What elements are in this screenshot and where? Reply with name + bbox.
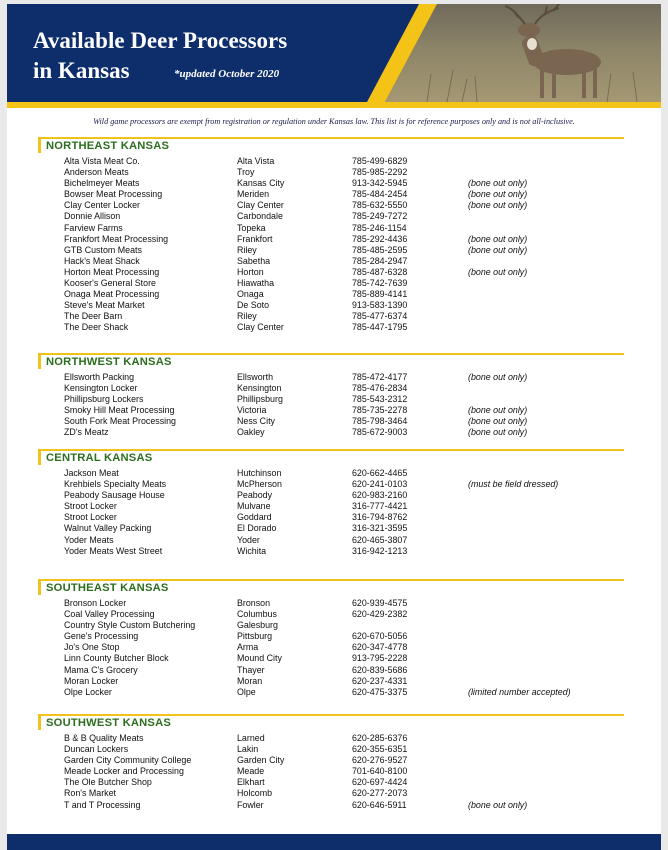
processor-city: Mound City xyxy=(237,653,282,664)
processor-phone: 785-985-2292 xyxy=(352,167,408,178)
processor-row xyxy=(38,598,624,609)
processor-row xyxy=(38,788,624,799)
processor-city: Riley xyxy=(237,311,257,322)
gold-divider xyxy=(7,102,661,108)
processor-row xyxy=(38,620,624,631)
processor-city: Thayer xyxy=(237,664,265,675)
region-section xyxy=(38,714,624,811)
processor-list xyxy=(38,733,624,811)
processor-row xyxy=(38,372,624,383)
processor-name: Yoder Meats xyxy=(64,534,114,545)
processor-name: Farview Farms xyxy=(64,222,123,233)
processor-row xyxy=(38,744,624,755)
processor-name: ZD's Meatz xyxy=(64,427,109,438)
processor-city: Sabetha xyxy=(237,255,271,266)
processor-city: Holcomb xyxy=(237,788,273,799)
processor-phone: 785-447-1795 xyxy=(352,322,408,333)
processor-phone: 785-477-6374 xyxy=(352,311,408,322)
processor-name: Coal Valley Processing xyxy=(64,609,155,620)
processor-row xyxy=(38,653,624,664)
region-title: SOUTHEAST KANSAS xyxy=(46,582,169,594)
processor-row xyxy=(38,416,624,427)
processor-phone: 316-777-4421 xyxy=(352,501,408,512)
processor-phone: 785-292-4436 xyxy=(352,233,408,244)
processor-name: The Ole Butcher Shop xyxy=(64,777,152,788)
processor-name: South Fork Meat Processing xyxy=(64,416,176,427)
region-header xyxy=(38,137,624,153)
region-title: CENTRAL KANSAS xyxy=(46,452,153,464)
processor-name: Bowser Meat Processing xyxy=(64,189,163,200)
processor-phone: 701-640-8100 xyxy=(352,766,408,777)
processor-name: Country Style Custom Butchering xyxy=(64,620,196,631)
processor-city: Onaga xyxy=(237,289,264,300)
processor-row xyxy=(38,766,624,777)
processor-city: Moran xyxy=(237,675,263,686)
processor-note: (bone out only) xyxy=(468,200,528,211)
processor-note: (bone out only) xyxy=(468,427,528,438)
processor-city: McPherson xyxy=(237,479,282,490)
processor-phone: 620-285-6376 xyxy=(352,733,408,743)
processor-phone: 620-697-4424 xyxy=(352,777,408,788)
processor-city: Wichita xyxy=(237,545,267,556)
processor-row xyxy=(38,535,624,546)
processor-name: Olpe Locker xyxy=(64,686,112,697)
header-accent xyxy=(38,714,41,730)
processor-row xyxy=(38,501,624,512)
processor-row xyxy=(38,755,624,766)
processor-phone: 913-583-1390 xyxy=(352,300,408,311)
processor-city: Topeka xyxy=(237,222,266,233)
processor-phone: 620-646-5911 xyxy=(352,799,407,810)
header-accent xyxy=(38,579,41,595)
processor-name: Moran Locker xyxy=(64,675,119,686)
processor-name: Bronson Locker xyxy=(64,598,127,608)
processor-name: Horton Meat Processing xyxy=(64,266,160,277)
processor-name: Peabody Sausage House xyxy=(64,490,165,501)
processor-name: Stroot Locker xyxy=(64,512,117,523)
processor-list xyxy=(38,598,624,698)
processor-name: Jo's One Stop xyxy=(64,642,120,653)
processor-name: Clay Center Locker xyxy=(64,200,140,211)
region-header xyxy=(38,714,624,730)
processor-phone: 620-939-4575 xyxy=(352,598,408,608)
processor-city: Hutchinson xyxy=(237,468,282,478)
processor-phone: 620-241-0103 xyxy=(352,479,408,490)
processor-phone: 620-983-2160 xyxy=(352,490,408,501)
processor-phone: 785-284-2947 xyxy=(352,255,408,266)
processor-city: Kansas City xyxy=(237,178,285,189)
processor-row xyxy=(38,383,624,394)
region-header xyxy=(38,449,624,465)
processor-city: Kensington xyxy=(237,383,282,394)
processor-row xyxy=(38,523,624,534)
processor-city: Clay Center xyxy=(237,200,284,211)
processor-city: Garden City xyxy=(237,755,285,766)
processor-phone: 620-475-3375 xyxy=(352,686,408,697)
processor-phone: 785-476-2834 xyxy=(352,383,408,394)
processor-row xyxy=(38,665,624,676)
processor-city: Ness City xyxy=(237,416,275,427)
processor-city: Yoder xyxy=(237,534,260,545)
processor-city: Mulvane xyxy=(237,501,271,512)
processor-row xyxy=(38,223,624,234)
processor-row xyxy=(38,687,624,698)
footer-bar xyxy=(7,834,661,850)
processor-row xyxy=(38,394,624,405)
processor-city: Olpe xyxy=(237,686,256,697)
processor-city: De Soto xyxy=(237,300,270,311)
processor-note: (bone out only) xyxy=(468,233,528,244)
processor-row xyxy=(38,490,624,501)
processor-name: Duncan Lockers xyxy=(64,744,129,755)
processor-city: Alta Vista xyxy=(237,156,275,166)
processor-row xyxy=(38,234,624,245)
region-title: SOUTHWEST KANSAS xyxy=(46,717,172,729)
disclaimer-text: Wild game processors are exempt from registration or regulation under Kansas law. This list is for reference purposes only and is not all-inclusive. xyxy=(93,117,575,126)
processor-row xyxy=(38,322,624,333)
processor-name: The Deer Barn xyxy=(64,311,123,322)
title-line-2: in Kansas xyxy=(33,58,130,83)
processor-phone: 620-355-6351 xyxy=(352,744,408,755)
processor-row xyxy=(38,267,624,278)
processor-phone: 620-465-3807 xyxy=(352,534,408,545)
region-header xyxy=(38,579,624,595)
processor-city: Horton xyxy=(237,266,264,277)
processor-row xyxy=(38,777,624,788)
processor-note: (bone out only) xyxy=(468,244,528,255)
processor-name: The Deer Shack xyxy=(64,322,129,333)
processor-name: Ellsworth Packing xyxy=(64,372,135,382)
processor-name: Walnut Valley Packing xyxy=(64,523,152,534)
processor-phone: 785-485-2595 xyxy=(352,244,408,255)
processor-note: (must be field dressed) xyxy=(468,479,559,490)
processor-row xyxy=(38,609,624,620)
processor-phone: 620-839-5686 xyxy=(352,664,408,675)
processor-city: Troy xyxy=(237,167,255,178)
processor-row xyxy=(38,178,624,189)
processor-phone: 316-794-8762 xyxy=(352,512,408,523)
processor-city: Fowler xyxy=(237,799,264,810)
processor-name: Ron's Market xyxy=(64,788,117,799)
region-title: NORTHEAST KANSAS xyxy=(46,140,170,152)
processor-phone: 785-889-4141 xyxy=(352,289,408,300)
region-section xyxy=(38,449,624,557)
processor-city: Oakley xyxy=(237,427,265,438)
document-page xyxy=(7,4,661,850)
processor-name: Linn County Butcher Block xyxy=(64,653,169,664)
processor-name: Krehbiels Specialty Meats xyxy=(64,479,167,490)
processor-name: Hack's Meat Shack xyxy=(64,255,140,266)
processor-city: Riley xyxy=(237,244,257,255)
processor-row xyxy=(38,468,624,479)
processor-row xyxy=(38,167,624,178)
region-section xyxy=(38,353,624,439)
processor-row xyxy=(38,245,624,256)
processor-row xyxy=(38,512,624,523)
processor-name: Donnie Allison xyxy=(64,211,121,222)
processor-city: Hiawatha xyxy=(237,278,274,289)
processor-phone: 785-742-7639 xyxy=(352,278,408,289)
processor-name: Yoder Meats West Street xyxy=(64,545,163,556)
processor-name: GTB Custom Meats xyxy=(64,244,142,255)
processor-row xyxy=(38,733,624,744)
processor-name: Gene's Processing xyxy=(64,631,139,642)
processor-row xyxy=(38,200,624,211)
processor-row xyxy=(38,211,624,222)
processor-name: Smoky Hill Meat Processing xyxy=(64,405,175,416)
updated-note: *updated October 2020 xyxy=(174,68,280,80)
processor-note: (bone out only) xyxy=(468,189,528,200)
processor-city: Meriden xyxy=(237,189,270,200)
processor-row xyxy=(38,278,624,289)
processor-city: Clay Center xyxy=(237,322,284,333)
processor-name: Alta Vista Meat Co. xyxy=(64,156,140,166)
processor-phone: 620-277-2073 xyxy=(352,788,408,799)
processor-note: (bone out only) xyxy=(468,405,528,416)
processor-note: (bone out only) xyxy=(468,799,528,810)
processor-name: Kensington Locker xyxy=(64,383,138,394)
region-header xyxy=(38,353,624,369)
processor-row xyxy=(38,311,624,322)
processor-phone: 620-429-2382 xyxy=(352,609,408,620)
header-accent xyxy=(38,449,41,465)
processor-row xyxy=(38,800,624,811)
processor-name: Steve's Meat Market xyxy=(64,300,145,311)
processor-city: Phillipsburg xyxy=(237,394,283,405)
processor-phone: 620-237-4331 xyxy=(352,675,408,686)
processor-city: Galesburg xyxy=(237,620,278,631)
processor-note: (bone out only) xyxy=(468,416,528,427)
processor-row xyxy=(38,405,624,416)
processor-row xyxy=(38,256,624,267)
processor-name: Garden City Community College xyxy=(64,755,192,766)
processor-row xyxy=(38,479,624,490)
processor-row xyxy=(38,642,624,653)
processor-list xyxy=(38,156,624,334)
processor-phone: 785-632-5550 xyxy=(352,200,408,211)
processor-name: Bichelmeyer Meats xyxy=(64,178,140,189)
processor-row xyxy=(38,300,624,311)
processor-phone: 785-484-2454 xyxy=(352,189,408,200)
processor-name: B & B Quality Meats xyxy=(64,733,144,743)
processor-row xyxy=(38,676,624,687)
processor-phone: 785-543-2312 xyxy=(352,394,408,405)
processor-phone: 785-249-7272 xyxy=(352,211,408,222)
processor-city: Pittsburg xyxy=(237,631,273,642)
processor-phone: 913-342-5945 xyxy=(352,178,408,189)
processor-row xyxy=(38,427,624,438)
processor-phone: 785-246-1154 xyxy=(352,222,407,233)
processor-city: Ellsworth xyxy=(237,372,274,382)
processor-list xyxy=(38,468,624,557)
processor-city: Goddard xyxy=(237,512,272,523)
region-section xyxy=(38,137,624,334)
processor-phone: 316-942-1213 xyxy=(352,545,408,556)
processor-city: Peabody xyxy=(237,490,273,501)
processor-phone: 785-472-4177 xyxy=(352,372,408,382)
processor-phone: 785-487-6328 xyxy=(352,266,408,277)
processor-note: (bone out only) xyxy=(468,372,528,382)
processor-city: Bronson xyxy=(237,598,271,608)
processor-city: El Dorado xyxy=(237,523,277,534)
title-line-1: Available Deer Processors xyxy=(33,28,288,53)
processor-name: T and T Processing xyxy=(64,799,141,810)
processor-city: Larned xyxy=(237,733,265,743)
processor-name: Onaga Meat Processing xyxy=(64,289,160,300)
header-accent xyxy=(38,137,41,153)
processor-phone: 620-276-9527 xyxy=(352,755,408,766)
processor-name: Meade Locker and Processing xyxy=(64,766,184,777)
processor-phone: 785-798-3464 xyxy=(352,416,408,427)
processor-row xyxy=(38,631,624,642)
processor-name: Anderson Meats xyxy=(64,167,129,178)
processor-phone: 785-499-6829 xyxy=(352,156,408,166)
processor-name: Frankfort Meat Processing xyxy=(64,233,169,244)
processor-note: (bone out only) xyxy=(468,266,528,277)
processor-city: Victoria xyxy=(237,405,267,416)
processor-city: Arma xyxy=(237,642,259,653)
header-accent xyxy=(38,353,41,369)
processor-phone: 620-670-5056 xyxy=(352,631,408,642)
processor-name: Stroot Locker xyxy=(64,501,117,512)
processor-phone: 620-347-4778 xyxy=(352,642,408,653)
region-title: NORTHWEST KANSAS xyxy=(46,356,172,368)
region-section xyxy=(38,579,624,698)
header-banner xyxy=(7,4,661,102)
processor-note: (bone out only) xyxy=(468,178,528,189)
processor-note: (limited number accepted) xyxy=(468,686,571,697)
processor-phone: 316-321-3595 xyxy=(352,523,408,534)
processor-name: Jackson Meat xyxy=(64,468,119,478)
processor-phone: 785-735-2278 xyxy=(352,405,408,416)
processor-phone: 913-795-2228 xyxy=(352,653,408,664)
processor-row xyxy=(38,189,624,200)
processor-phone: 785-672-9003 xyxy=(352,427,408,438)
processor-city: Meade xyxy=(237,766,265,777)
processor-city: Carbondale xyxy=(237,211,283,222)
processor-phone: 620-662-4465 xyxy=(352,468,408,478)
processor-name: Kooser's General Store xyxy=(64,278,156,289)
processor-name: Mama C's Grocery xyxy=(64,664,138,675)
processor-city: Elkhart xyxy=(237,777,265,788)
processor-row xyxy=(38,289,624,300)
processor-row xyxy=(38,546,624,557)
processor-city: Columbus xyxy=(237,609,277,620)
processor-row xyxy=(38,156,624,167)
processor-name: Phillipsburg Lockers xyxy=(64,394,144,405)
processor-list xyxy=(38,372,624,439)
processor-city: Frankfort xyxy=(237,233,273,244)
processor-city: Lakin xyxy=(237,744,259,755)
